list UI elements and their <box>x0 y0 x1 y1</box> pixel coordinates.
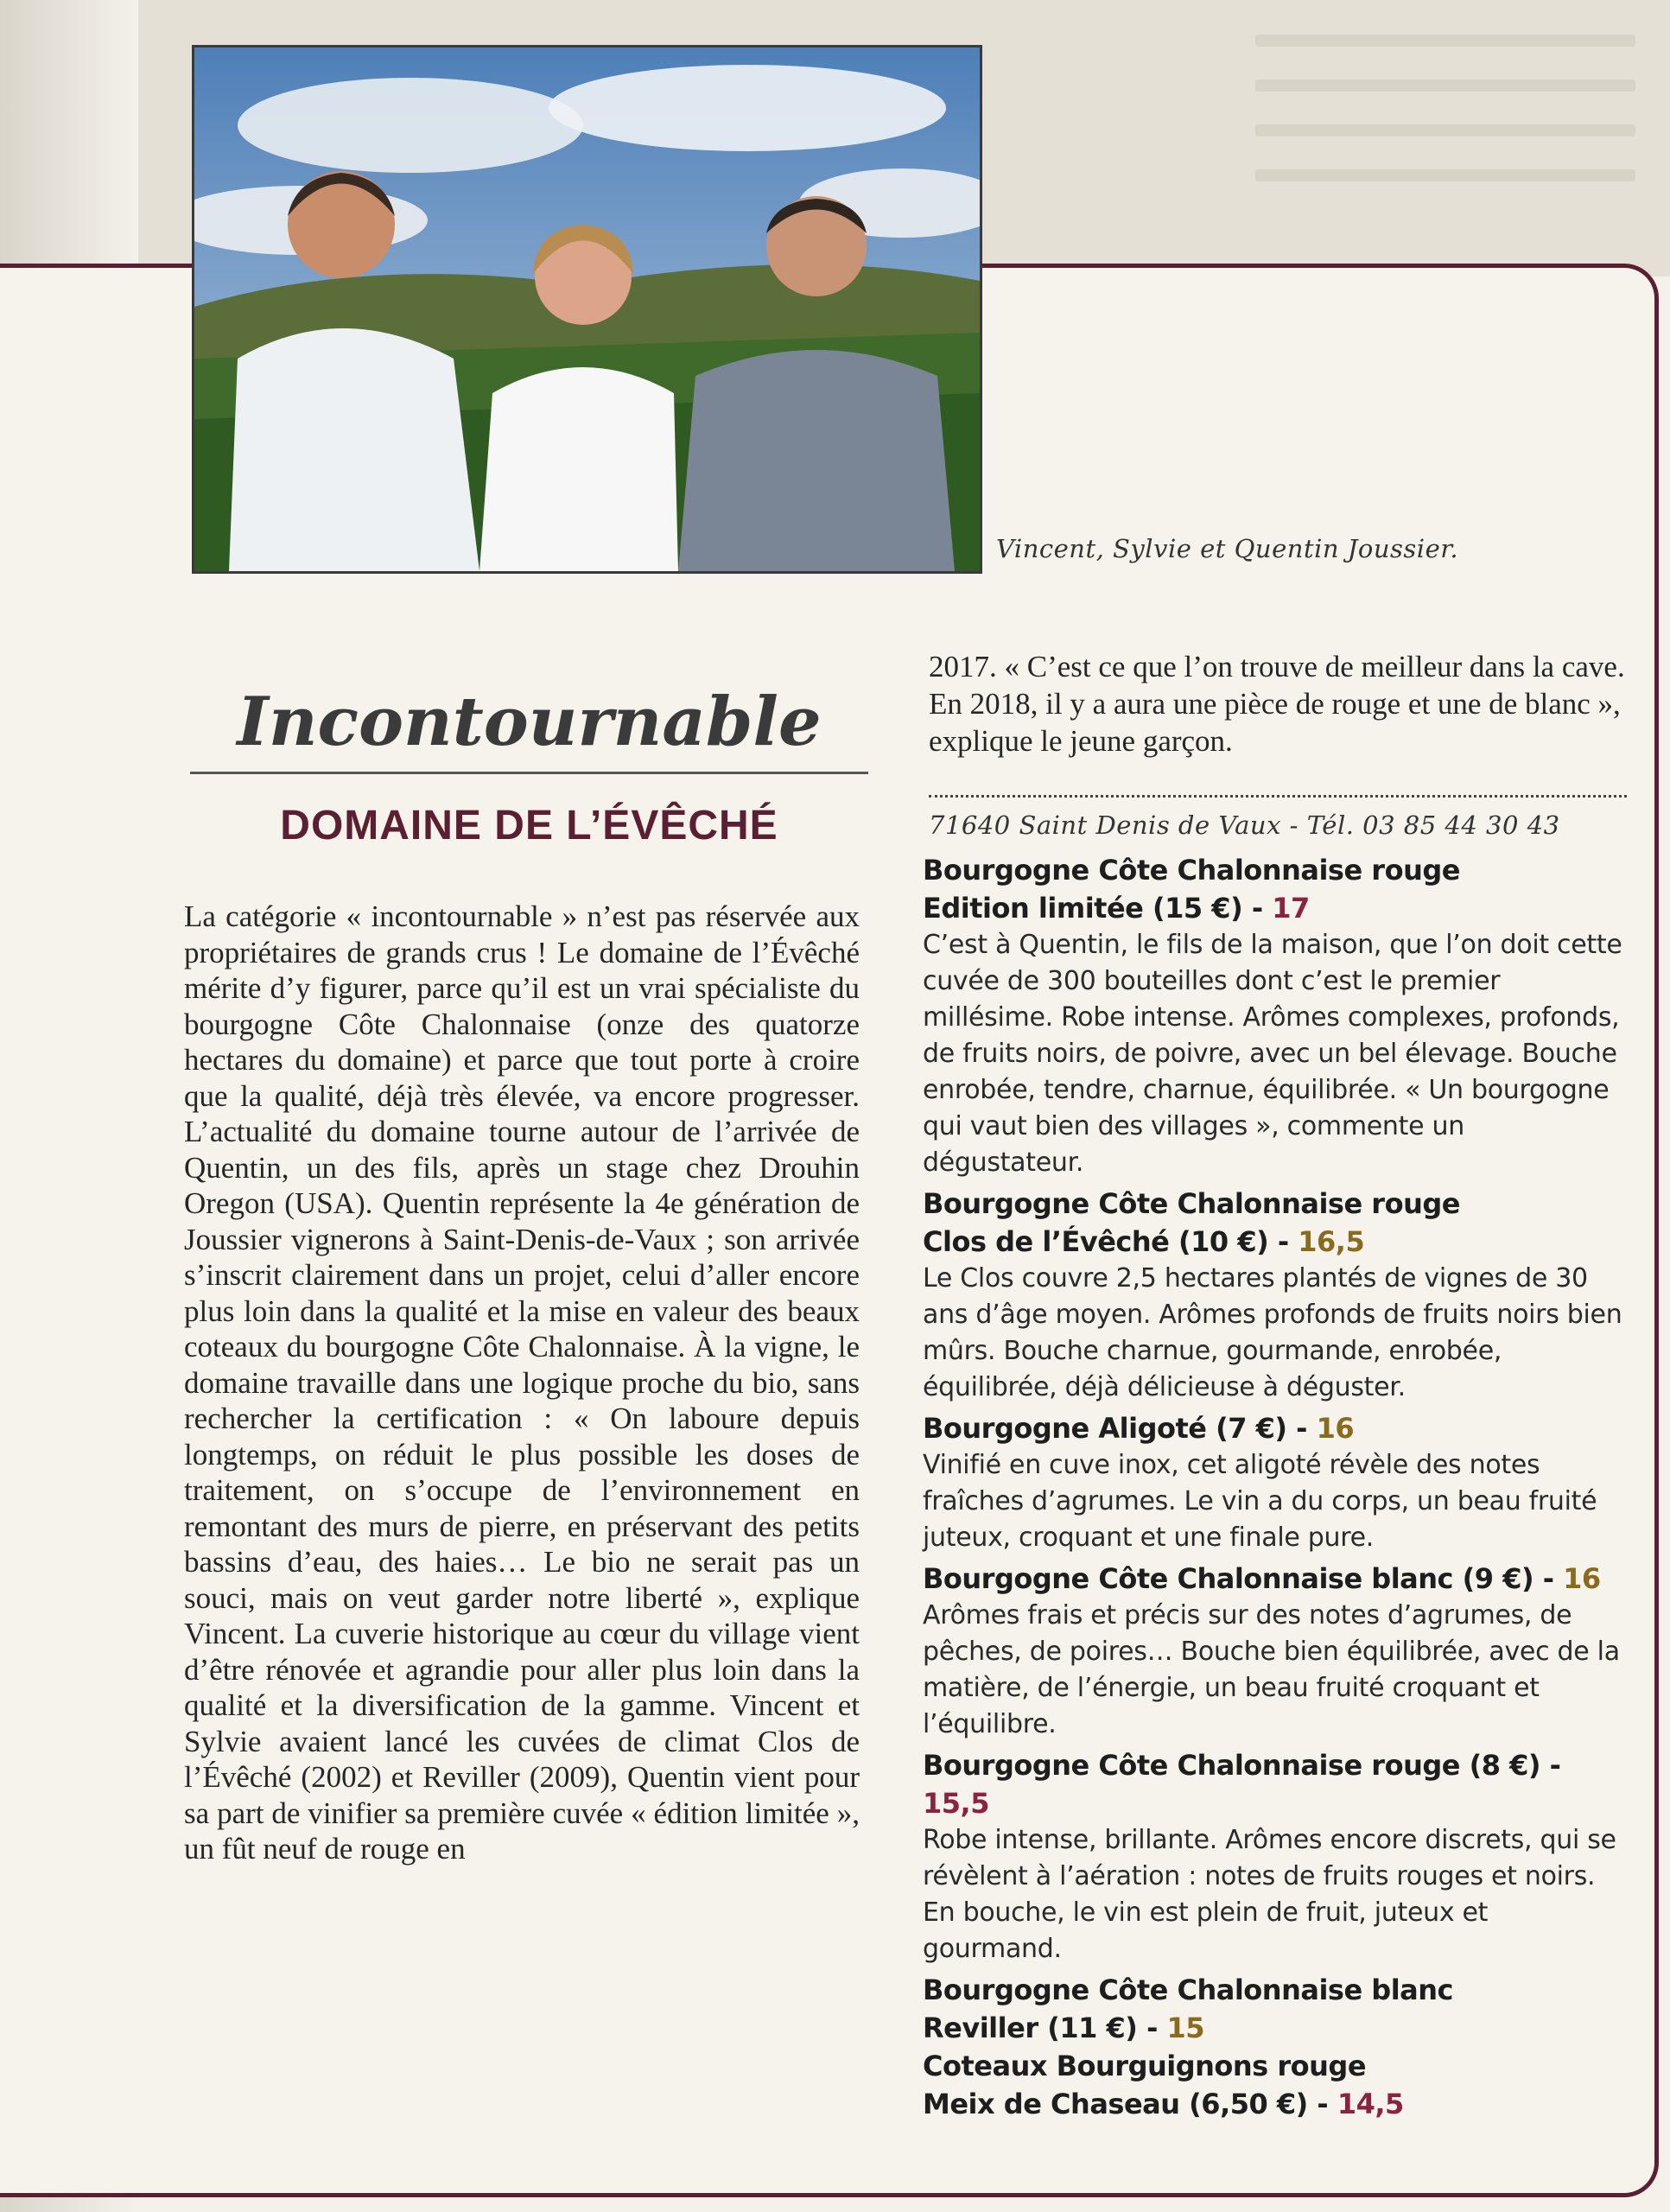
wine-score: 15 <box>1166 2012 1205 2044</box>
wine-name: Bourgogne Côte Chalonnaise rouge <box>923 1187 1460 1220</box>
wine-item <box>923 1746 1631 1967</box>
wine-score: 16 <box>1563 1562 1601 1595</box>
wine-score: 14,5 <box>1337 2088 1404 2120</box>
wine-cuvee <box>923 1746 1631 1822</box>
body-text: La catégorie « incontournable » n’est pas réservée aux propriétaires de grands crus ! Le domaine de l’Évêché mérite d’y figurer, parce qu’il est un vrai spécialiste du bourgogne Côte Chalonnaise (onze des quatorze hectares du domaine) et parce que tout porte à croire que la qualité, déjà très élevée, va encore progresser. L’actualité du domaine tourne autour de l’arrivée de Quentin, un des fils, après un stage chez Drouhin Oregon (USA). Quentin représente la 4e génération de Joussier vignerons à Saint-Denis-de-Vaux ; son arrivée s’inscrit clairement dans un projet, celui d’aller encore plus loin dans la qualité et la mise en valeur des beaux coteaux du bourgogne Côte Chalonnaise. À la vigne, le domaine travaille dans une logique proche du bio, sans rechercher la certification : « On laboure depuis longtemps, on réduit le plus possible les doses de traitement, on s’occupe de l’environnement en remontant des murs de pierre, en préservant des petits bassins d’eau, des haies… Le bio ne serait pas un souci, mais on veut garder notre liberté », explique Vincent. La cuverie historique au cœur du village vient d’être rénovée et agrandie pour aller plus loin dans la qualité et la diversification de la gamme. Vincent et Sylvie avaient lancé les cuvées de climat Clos de l’Évêché (2002) et Reviller (2009), Quentin vient pour sa part de vinifier sa première cuvée « édition limitée », un fût neuf de rouge en <box>184 899 860 1866</box>
wine-item <box>923 851 1631 1181</box>
photo-caption: Vincent, Sylvie et Quentin Joussier. <box>996 534 1459 563</box>
wine-price: Reviller (11 €) - <box>923 2012 1167 2044</box>
wine-description: Vinifié en cuve inox, cet aligoté révèle des notes fraîches d’agrumes. Le vin a du corps, un beau fruité juteux, croquant et une finale pure. <box>923 1450 1597 1553</box>
article-body-right <box>929 648 1627 760</box>
wine-score: 16 <box>1316 1412 1355 1445</box>
wine-description: Le Clos couvre 2,5 hectares plantés de vignes de 30 ans d’âge moyen. Arômes profonds de fruits noirs bien mûrs. Bouche charnue, gourmande, enrobée, équilibrée, déjà délicieuse à déguster. <box>923 1263 1622 1402</box>
wine-cuvee <box>923 1409 1631 1447</box>
article-category: Incontournable <box>237 683 822 761</box>
article-body-left <box>184 899 860 1867</box>
wine-description: Arômes frais et précis sur des notes d’agrumes, de pêches, de poires… Bouche bien équilibrée, avec de la matière, de l’énergie, un beau fruité croquant et l’équilibre. <box>923 1600 1620 1739</box>
wine-price: Edition limitée (15 €) - <box>923 892 1273 925</box>
body-text-continued: 2017. « C’est ce que l’on trouve de meilleur dans la cave. En 2018, il y a aura une pièce de rouge et une de blanc », explique le jeune garçon. <box>929 650 1625 758</box>
wine-list <box>923 851 1631 2123</box>
wine-score: 15,5 <box>923 1787 989 1820</box>
wine-name: Bourgogne Côte Chalonnaise blanc <box>923 1974 1454 2006</box>
dotted-divider <box>929 795 1627 798</box>
wine-cuvee <box>923 889 1631 927</box>
wine-score: 16,5 <box>1298 1225 1365 1258</box>
wine-score: 17 <box>1272 892 1310 925</box>
wine-description: C’est à Quentin, le fils de la maison, que l’on doit cette cuvée de 300 bouteilles dont c’est le premier millésime. Robe intense. Arômes complexes, profonds, de fruits noirs, de poivre, avec un bel élevage. Bouche enrobée, tendre, charnue, équilibrée. « Un bourgogne qui vaut bien des villages », commente un dégustateur. <box>923 930 1622 1178</box>
domain-address: 71640 Saint Denis de Vaux - Tél. 03 85 44 30 43 <box>929 810 1560 840</box>
wine-name: Coteaux Bourguignons rouge <box>923 2050 1367 2082</box>
wine-cuvee <box>923 2085 1631 2123</box>
wine-cuvee <box>923 1560 1631 1598</box>
wine-item <box>923 1185 1631 1406</box>
family-photo <box>192 45 982 574</box>
wine-price: Bourgogne Côte Chalonnaise blanc (9 €) - <box>923 1562 1564 1595</box>
wine-price: Meix de Chaseau (6,50 €) - <box>923 2088 1337 2120</box>
wine-item <box>923 1409 1631 1556</box>
wine-description: Robe intense, brillante. Arômes encore discrets, qui se révèlent à l’aération : notes de fruits rouges et noirs. En bouche, le vin est plein de fruit, juteux et gourmand. <box>923 1825 1616 1964</box>
wine-price: Clos de l’Évêché (10 €) - <box>923 1225 1299 1258</box>
wine-price: Bourgogne Côte Chalonnaise rouge (8 €) - <box>923 1749 1561 1782</box>
wine-cuvee <box>923 2009 1631 2047</box>
wine-item <box>923 1560 1631 1743</box>
wine-item <box>923 1971 1631 2047</box>
wine-cuvee <box>923 1223 1631 1261</box>
title-divider <box>190 772 868 774</box>
background-page-text <box>1255 35 1635 214</box>
photo-illustration <box>194 48 980 571</box>
wine-price: Bourgogne Aligoté (7 €) - <box>923 1412 1317 1445</box>
wine-item <box>923 2047 1631 2123</box>
domain-title: DOMAINE DE L’ÉVÊCHÉ <box>280 803 778 849</box>
wine-name: Bourgogne Côte Chalonnaise rouge <box>923 854 1460 887</box>
